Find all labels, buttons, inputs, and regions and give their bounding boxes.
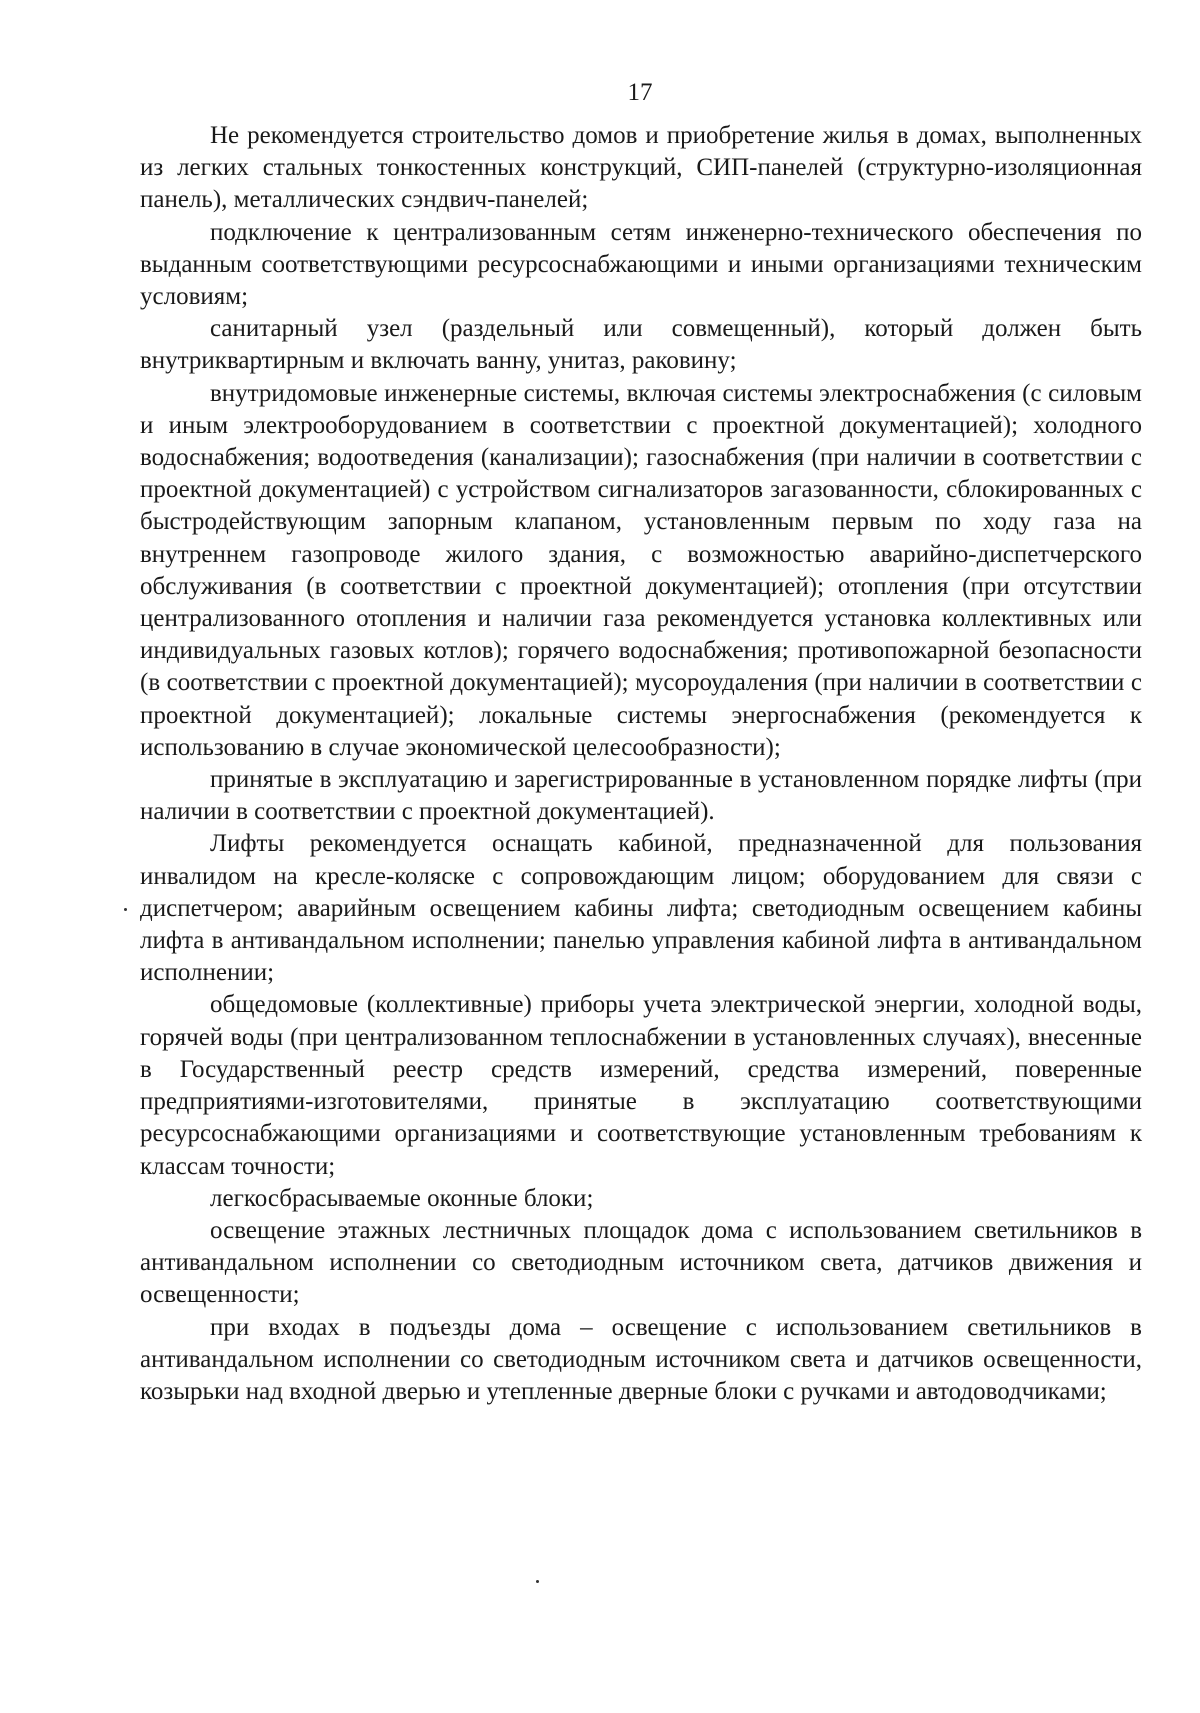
paragraph: общедомовые (коллективные) приборы учета электрической энергии, холодной воды, горячей воды (при централизованном теплоснабжении в установленных случаях), внесенные в Государственный реестр средств измерений, средства измерений, поверенные предприятиями-изготовителями, принятые в эксплуатацию соответствующими ресурсоснабжающими организациями и соответствующие установленным требованиям к классам точности; [140, 991, 1142, 1180]
paragraph: Лифты рекомендуется оснащать кабиной, предназначенной для пользования инвалидом на кресле-коляске с сопровождающим лицом; оборудованием для связи с диспетчером; аварийным освещением кабины лифта; светодиодным освещением кабины лифта в антивандальном исполнении; панелью управления кабиной лифта в антивандальном исполнении; [140, 830, 1142, 987]
paragraph: Не рекомендуется строительство домов и приобретение жилья в домах, выполненных из легких стальных тонкостенных конструкций, СИП-панелей (структурно-изоляционная панель), металлических сэндвич-панелей; [140, 122, 1142, 214]
paragraph: легкосбрасываемые оконные блоки; [210, 1184, 594, 1212]
paragraph: при входах в подъезды дома – освещение с использованием светильников в антивандальном исполнении со светодиодным источником света и датчиков освещенности, козырьки над входной дверью и утепленные дверные блоки с ручками и автодоводчиками; [140, 1313, 1142, 1405]
page-number: 17 [627, 79, 653, 106]
paragraph: внутридомовые инженерные системы, включая системы электроснабжения (с силовым и иным электрооборудованием в соответствии с проектной документацией); холодного водоснабжения; водоотведения (канализации); газоснабжения (при наличии в соответствии с проектной документацией) с устройством сигнализаторов загазованности, сблокированных с быстродействующим запорным клапаном, установленным первым по ходу газа на внутреннем газопроводе жилого здания, с возможностью аварийно-диспетчерского обслуживания (в соответствии с проектной документацией); отопления (при отсутствии централизованного отопления и наличии газа рекомендуется установка коллективных или индивидуальных газовых котлов); горячего водоснабжения; противопожарной безопасности (в соответствии с проектной документацией); мусороудаления (при наличии в соответствии с проектной документацией); локальные системы энергоснабжения (рекомендуется к использованию в случае экономической целесообразности); [140, 379, 1142, 761]
scan-speck [536, 1580, 539, 1583]
paragraph: подключение к централизованным сетям инженерно-технического обеспечения по выданным соответствующими ресурсоснабжающими и иными организациями техническим условиям; [140, 218, 1142, 311]
document-body [140, 120, 1142, 1408]
paragraph: освещение этажных лестничных площадок дома с использованием светильников в антивандальном исполнении со светодиодным источником света, датчиков движения и освещенности; [140, 1216, 1142, 1309]
paragraph: санитарный узел (раздельный или совмещенный), который должен быть внутриквартирным и включать ванну, унитаз, раковину; [140, 315, 1142, 375]
paragraph: принятые в эксплуатацию и зарегистрированные в установленном порядке лифты (при наличии в соответствии с проектной документацией). [140, 766, 1142, 826]
scan-speck [124, 908, 127, 911]
